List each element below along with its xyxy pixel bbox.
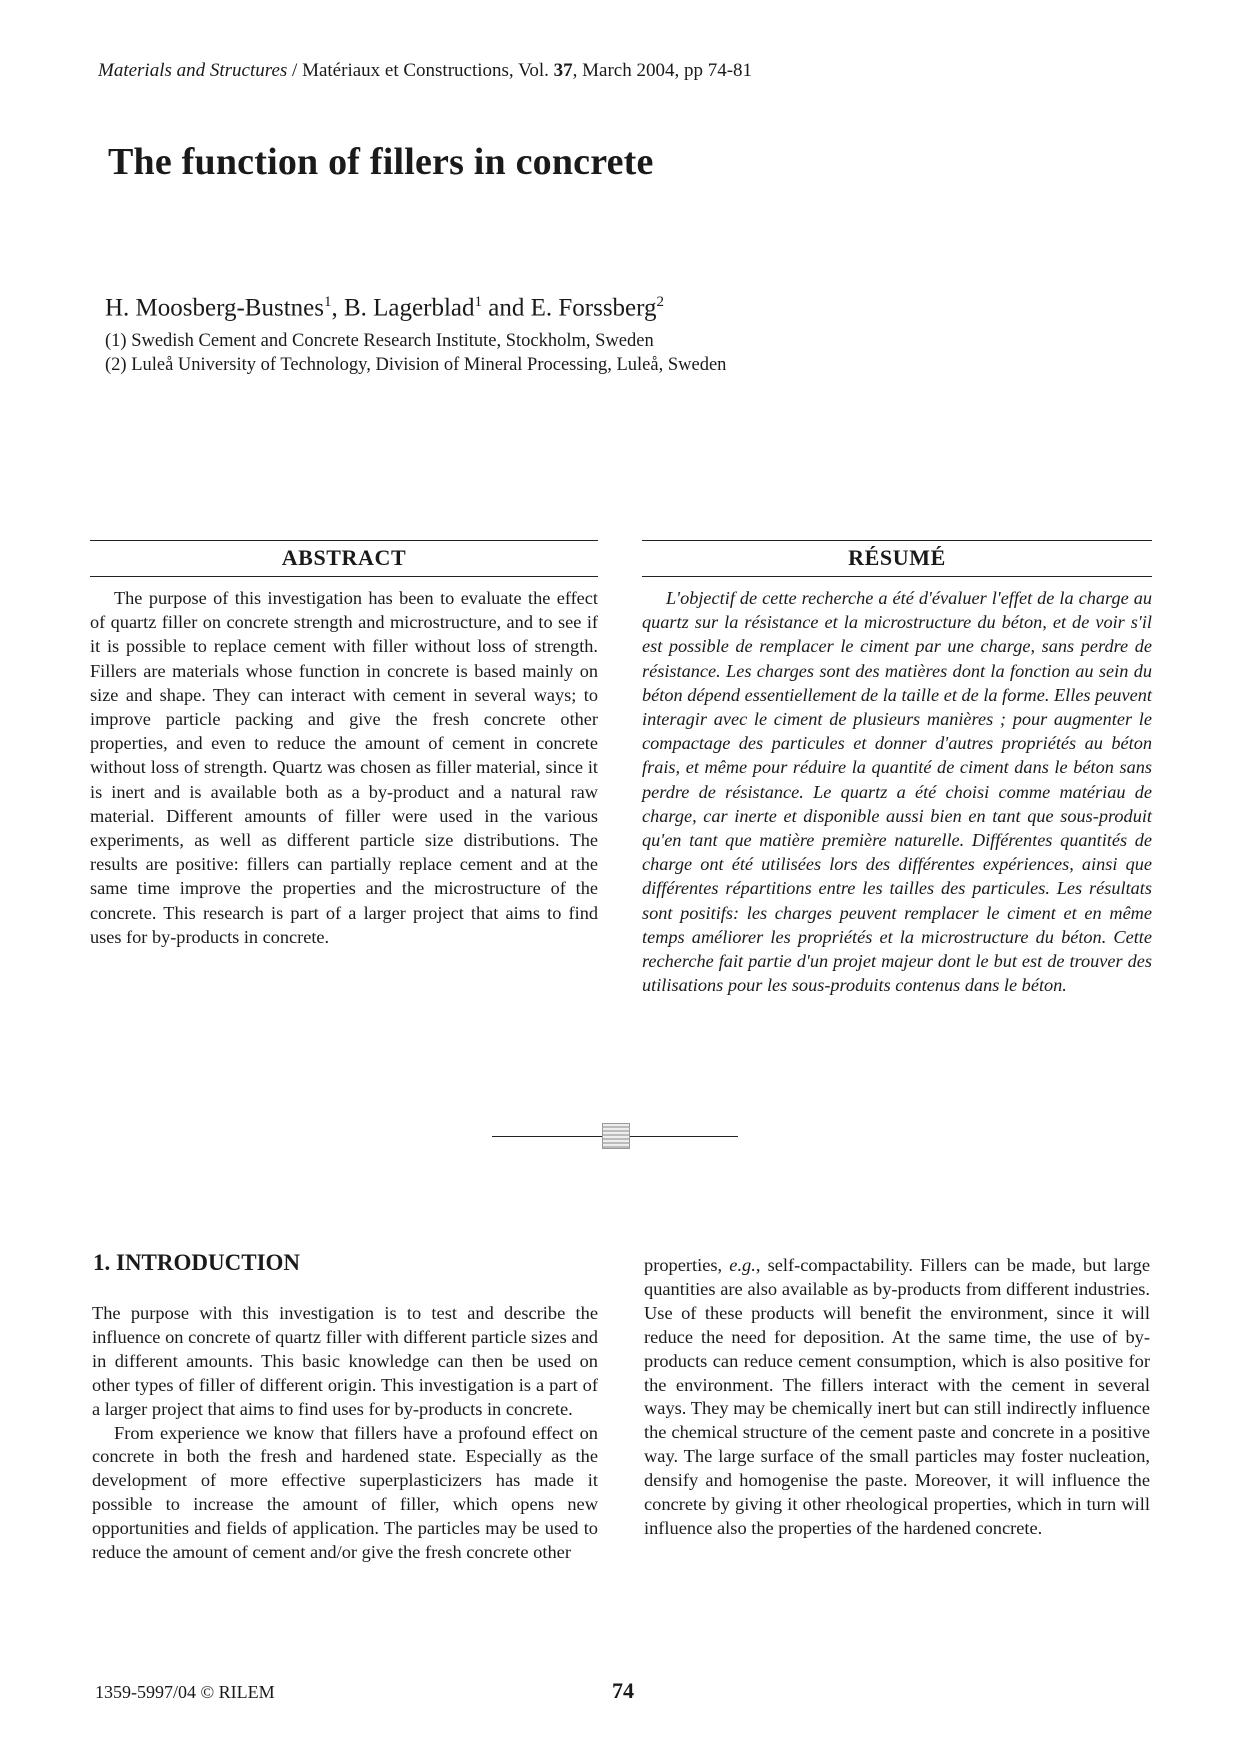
page-number: 74 [612, 1678, 634, 1703]
resume-top-rule [642, 540, 1152, 541]
resume-section [642, 540, 1152, 997]
author-2: , B. Lagerblad [331, 294, 475, 322]
paper-title: The function of fillers in concrete [108, 141, 654, 183]
affiliation-1: (1) Swedish Cement and Concrete Research Institute, Stockholm, Sweden [105, 331, 654, 351]
abstract-text: The purpose of this investigation has been to evaluate the effect of quartz filler on concrete strength and microstructure, and to see if it is possible to replace cement with filler without loss of strength. Fillers are materials whose function in concrete is based mainly on size and shape. They can interact with cement in several ways; to improve particle packing and give the fresh concrete other properties, and even to reduce the amount of cement in concrete without loss of strength. Quartz was chosen as filler material, since it is inert and is available both as a by-product and a natural raw material. Different amounts of filler were used in the various experiments, as well as different particle size distributions. The results are positive: fillers can partially replace cement and at the same time improve the properties and the microstructure of the concrete. This research is part of a larger project that aims to find uses for by-products in concrete. [90, 588, 598, 947]
intro-paragraph-3: properties, e.g., self-compactability. Fillers can be made, but large quantities are also available as by-products from different industries. Use of these products will benefit the environment, since it will reduce the need for deposition. At the same time, the use of by-products can reduce cement consumption, which is also positive for the environment. The fillers interact with the cement in several ways. They may be chemically inert but can still indirectly influence the chemical structure of the cement paste and concrete in a positive way. The large surface of the small particles may foster nucleation, densify and homogenise the paste. Moreover, it will influence the concrete by giving it other rheological properties, which in turn will influence also the properties of the hardened concrete. [644, 1255, 1151, 1538]
author-list [105, 294, 664, 322]
intro-paragraph-1: The purpose with this investigation is to test and describe the influence on concrete of quartz filler with different particle sizes and in different amounts. This basic knowledge can then be used on other types of filler of different origin. This investigation is a part of a larger project that aims to find uses for by-products in concrete. [92, 1303, 598, 1419]
resume-heading: RÉSUMÉ [848, 545, 946, 570]
journal-subtitle: / Matériaux et Constructions, Vol. [287, 60, 554, 81]
resume-text: L'objectif de cette recherche a été d'évaluer l'effet de la charge au quartz sur la résistance et la microstructure du béton, et de voir s'il est possible de remplacer le ciment par une charge, sans perdre de résistance. Les charges sont des matières dont la fonction au sein du béton dépend essentiellement de la taille et de la forme. Elles peuvent interagir avec le ciment de plusieurs manières ; pour augmenter le compactage des particules et donner d'autres propriétés au béton frais, et même pour réduire la quantité de ciment dans le béton sans perdre de résistance. Le quartz a été choisi comme matériau de charge, car inerte et disponible aussi bien en tant que sous-produit qu'en tant que matière première naturelle. Différentes quantités de charge ont été utilisées lors des différentes expériences, ainsi que différentes répartitions entre les tailles des particules. Les résultats sont positifs: les charges peuvent remplacer le ciment et en même temps améliorer les propriétés et la microstructure du béton. Cette recherche fait partie d'un projet majeur dont le but est de trouver des utilisations pour les sous-produits contenus dans le béton. [642, 588, 1152, 996]
abstract-section [90, 540, 598, 949]
introduction-heading: 1. INTRODUCTION [93, 1250, 301, 1275]
author-3-affil: 2 [656, 294, 665, 310]
running-header [98, 60, 752, 82]
journal-name: Materials and Structures [98, 60, 288, 81]
body-left-column [92, 1302, 598, 1565]
abstract-bottom-rule [90, 576, 598, 577]
author-1-affil: 1 [323, 294, 332, 310]
author-2-affil: 1 [474, 294, 482, 310]
author-1: H. Moosberg-Bustnes [105, 294, 324, 322]
volume-number: 37 [553, 60, 573, 81]
issn-copyright: 1359-5997/04 © RILEM [95, 1682, 275, 1702]
section-divider-ornament [492, 1123, 738, 1149]
body-right-column [644, 1254, 1150, 1541]
intro-paragraph-2: From experience we know that fillers have a profound effect on concrete in both the fresh and hardened state. Especially as the development of more effective superplasticizers has made it possible to increase the amount of filler, which opens new opportunities and fields of application. The particles may be used to reduce the amount of cement and/or give the fresh concrete other [92, 1422, 598, 1563]
affiliation-2: (2) Luleå University of Technology, Division of Mineral Processing, Luleå, Sweden [105, 355, 727, 375]
resume-bottom-rule [642, 576, 1152, 577]
author-3: and E. Forssberg [482, 294, 657, 322]
abstract-heading: ABSTRACT [281, 545, 407, 570]
issue-date-pages: , March 2004, pp 74-81 [572, 60, 753, 81]
abstract-top-rule [90, 540, 598, 541]
